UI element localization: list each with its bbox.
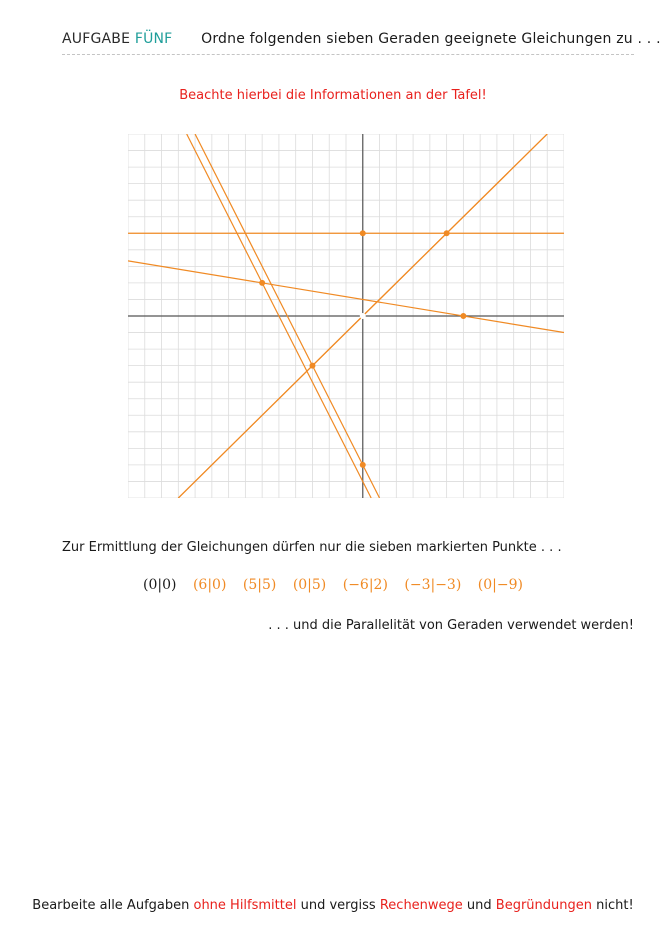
marked-point bbox=[360, 231, 365, 236]
footer-highlight: Rechenwege bbox=[379, 898, 463, 913]
marked-point bbox=[360, 313, 365, 318]
point-label: (0|5) bbox=[292, 577, 327, 593]
coordinate-plot bbox=[128, 134, 564, 498]
hint-text: Beachte hierbei die Informationen an der Tafel! bbox=[179, 88, 487, 103]
intro-text: Zur Ermittlung der Gleichungen dürfen nur die sieben markierten Punkte . . . bbox=[62, 540, 562, 555]
parallel-note: . . . und die Parallelität von Geraden verwendet werden! bbox=[268, 618, 634, 633]
marked-point bbox=[310, 363, 315, 368]
task-title: Ordne folgenden sieben Geraden geeignete Gleichungen zu . . . bbox=[201, 31, 661, 47]
point-label: (−3|−3) bbox=[404, 577, 462, 593]
task-label: AUFGABE bbox=[62, 31, 131, 47]
marked-point bbox=[444, 231, 449, 236]
footer-text: und bbox=[462, 898, 496, 913]
point-label: (5|5) bbox=[242, 577, 277, 593]
point-label: (0|0) bbox=[143, 577, 177, 593]
point-label: (0|−9) bbox=[477, 577, 523, 593]
point-label: (6|0) bbox=[192, 577, 227, 593]
marked-point bbox=[360, 462, 365, 467]
marked-point bbox=[260, 280, 265, 285]
task-number: FÜNF bbox=[134, 31, 173, 47]
page-header bbox=[62, 31, 661, 47]
footer-highlight: Begründungen bbox=[495, 898, 593, 913]
footer-text: nicht! bbox=[592, 898, 634, 913]
point-list bbox=[0, 577, 666, 593]
footer-text: Bearbeite alle Aufgaben bbox=[32, 898, 194, 913]
marked-point bbox=[461, 313, 466, 318]
footer-highlight: ohne Hilfsmittel bbox=[193, 898, 297, 913]
header-divider bbox=[62, 54, 634, 55]
footer-instruction bbox=[0, 898, 666, 913]
point-label: (−6|2) bbox=[342, 577, 388, 593]
footer-text: und vergiss bbox=[296, 898, 380, 913]
